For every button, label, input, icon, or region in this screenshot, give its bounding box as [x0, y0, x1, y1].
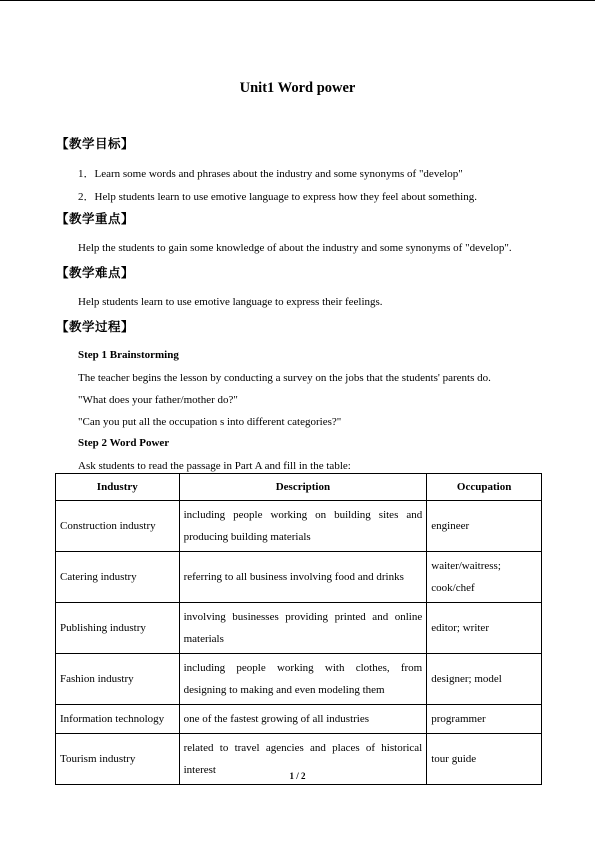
cell-description: including people working on building sites and producing building materials — [179, 501, 427, 552]
step1-text: The teacher begins the lesson by conducting a survey on the jobs that the students' parents do. — [78, 372, 491, 384]
step2-title: Step 2 Word Power — [78, 437, 170, 449]
cell-description: involving businesses providing printed and online materials — [179, 603, 427, 654]
difficulties-heading: 【教学难点】 — [56, 265, 135, 280]
cell-description: one of the fastest growing of all industries — [179, 705, 427, 734]
cell-industry: Construction industry — [56, 501, 180, 552]
cell-description: including people working with clothes, from designing to making and even modeling them — [179, 654, 427, 705]
top-rule — [0, 0, 595, 1]
cell-industry: Fashion industry — [56, 654, 180, 705]
step2-text: Ask students to read the passage in Part A and fill in the table: — [78, 460, 351, 472]
objective-item-1: 1．Learn some words and phrases about the industry and some synonyms of "develop" — [78, 168, 463, 180]
industry-table — [55, 473, 542, 785]
table-row — [56, 552, 542, 603]
question-1: "What does your father/mother do?" — [78, 394, 238, 406]
objective-item-2: 2．Help students learn to use emotive language to express how they feel about something. — [78, 191, 477, 203]
cell-industry: Catering industry — [56, 552, 180, 603]
cell-industry: Tourism industry — [56, 734, 180, 785]
page-title: Unit1 Word power — [239, 80, 356, 96]
table-row — [56, 603, 542, 654]
table-row — [56, 501, 542, 552]
table-header-row — [56, 474, 542, 501]
objectives-heading: 【教学目标】 — [56, 136, 135, 151]
header-occupation: Occupation — [427, 474, 542, 501]
procedure-heading: 【教学过程】 — [56, 319, 135, 334]
page-number: 1 / 2 — [289, 771, 306, 781]
question-2: "Can you put all the occupation s into different categories?" — [78, 416, 342, 428]
cell-occupation: editor; writer — [427, 603, 542, 654]
table-row — [56, 654, 542, 705]
cell-occupation: tour guide — [427, 734, 542, 785]
header-description: Description — [179, 474, 427, 501]
cell-description: related to travel agencies and places of historical interest — [179, 734, 427, 785]
key-points-heading: 【教学重点】 — [56, 211, 135, 226]
cell-industry: Information technology — [56, 705, 180, 734]
cell-occupation: programmer — [427, 705, 542, 734]
cell-description: referring to all business involving food and drinks — [179, 552, 427, 603]
cell-occupation: engineer — [427, 501, 542, 552]
cell-occupation: designer; model — [427, 654, 542, 705]
difficulties-text: Help students learn to use emotive language to express their feelings. — [78, 296, 383, 308]
header-industry: Industry — [56, 474, 180, 501]
cell-industry: Publishing industry — [56, 603, 180, 654]
step1-title: Step 1 Brainstorming — [78, 349, 179, 361]
key-points-text: Help the students to gain some knowledge of about the industry and some synonyms of "develop". — [78, 242, 512, 254]
cell-occupation: waiter/waitress; cook/chef — [427, 552, 542, 603]
table-row — [56, 705, 542, 734]
